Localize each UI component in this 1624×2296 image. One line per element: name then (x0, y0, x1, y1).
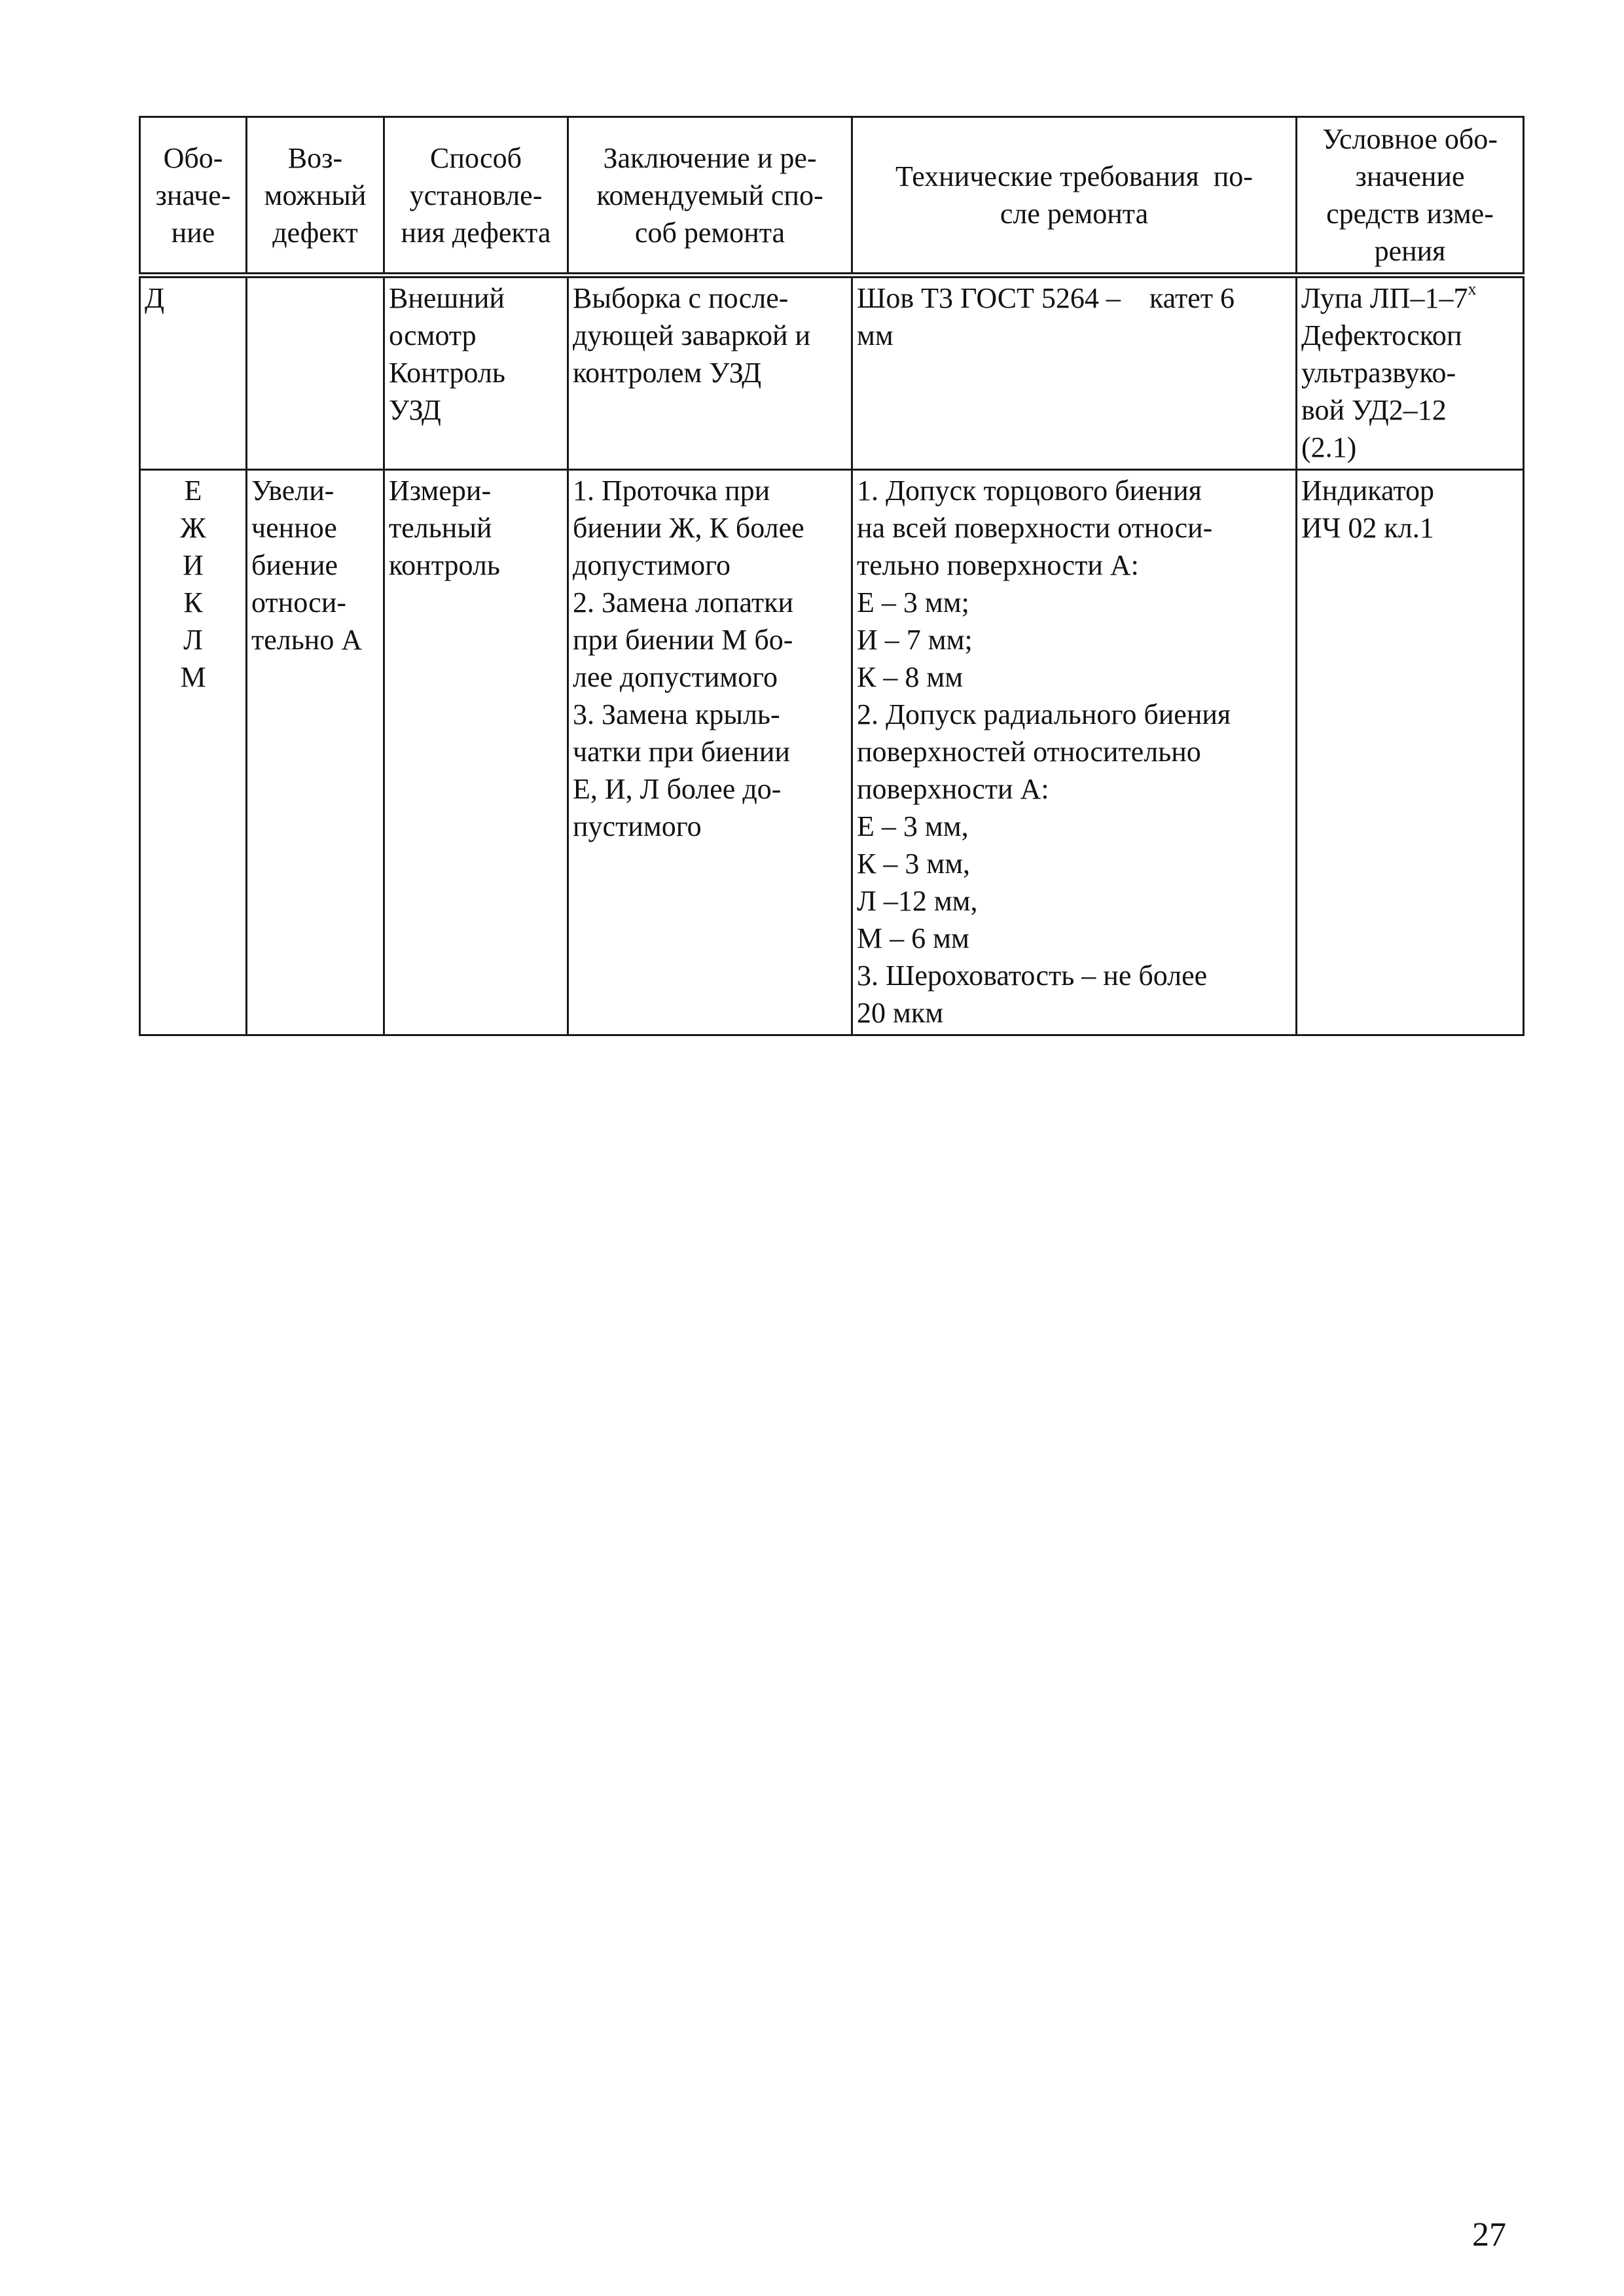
cell-method: Измери- тельный контроль (384, 470, 568, 1035)
page-number: 27 (1472, 2216, 1506, 2253)
header-detection-method: Способ установле- ния дефекта (384, 117, 568, 276)
header-instruments: Условное обо- значение средств изме- рения (1297, 117, 1524, 276)
header-designation: Обо- значе- ние (140, 117, 247, 276)
table-row (140, 470, 1524, 1035)
cell-defect (247, 276, 384, 470)
cell-conclusion: Выборка с после- дующей заваркой и контролем УЗД (568, 276, 852, 470)
cell-instruments: Лупа $ЛП-1-7^х$ Дефектоскоп ультразвуко- вой УД2–12 (2.1) (1297, 276, 1524, 470)
superscript-mark: х (1468, 279, 1477, 298)
cell-designation: Е Ж И К Л М (140, 470, 247, 1035)
table-row (140, 276, 1524, 470)
header-requirements: Технические требования по- сле ремонта (852, 117, 1297, 276)
cell-defect: Увели- ченное биение относи- тельно А (247, 470, 384, 1035)
cell-requirements: 1. Допуск торцового биения на всей поверхности относи- тельно поверхности А: Е – 3 мм; И – 7 мм; К – 8 мм 2. Допуск радиального биения поверхностей относительно поверхности А: Е – 3 мм, К – 3 мм, Л –12 мм, М – 6 мм 3. Шероховатость – не более 20 мкм (852, 470, 1297, 1035)
cell-instruments: Индикатор ИЧ 02 кл.1 (1297, 470, 1524, 1035)
cell-designation: Д (140, 276, 247, 470)
cell-method: Внешний осмотр Контроль УЗД (384, 276, 568, 470)
defects-table (139, 116, 1525, 1036)
header-possible-defect: Воз- можный дефект (247, 117, 384, 276)
cell-conclusion: 1. Проточка при биении Ж, К более допустимого 2. Замена лопатки при биении М бо- лее допустимого 3. Замена крыль- чатки при биении Е, И, Л более до- пустимого (568, 470, 852, 1035)
table-header-row (140, 117, 1524, 276)
cell-requirements: Шов Т3 ГОСТ 5264 – катет 6 мм (852, 276, 1297, 470)
header-conclusion: Заключение и ре- комендуемый спо- соб ремонта (568, 117, 852, 276)
instrument-name: Лупа ЛП–1–7 (1301, 282, 1468, 314)
instrument-name: Индикатор (1301, 475, 1435, 507)
